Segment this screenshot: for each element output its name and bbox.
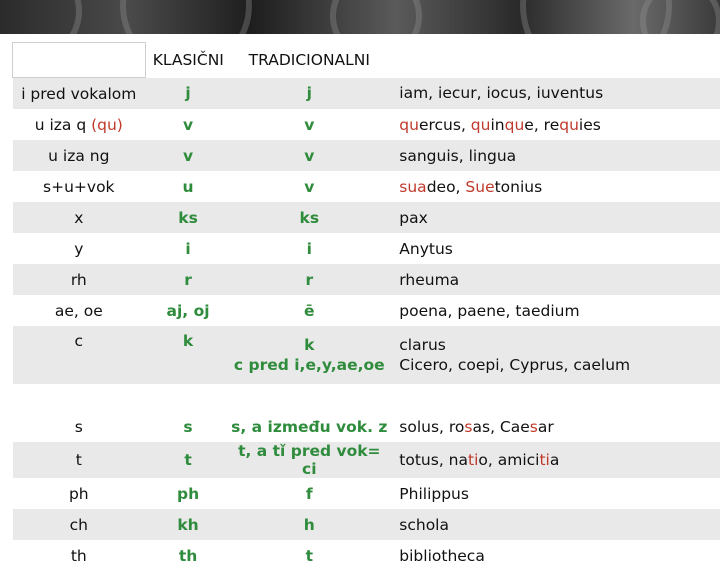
letter-cell	[13, 540, 146, 571]
header-klasicni: KLASIČNI	[145, 43, 231, 78]
example-segment: clarus	[399, 336, 446, 354]
letter-text: s+u+vok	[43, 178, 115, 196]
tradicionalni-cell: h	[231, 509, 388, 540]
example-segment: totus, na	[399, 451, 468, 469]
table-row	[13, 202, 720, 233]
klasicni-cell: v	[145, 109, 231, 140]
letter-cell	[13, 478, 146, 509]
letter-text: u iza q	[35, 116, 91, 134]
example-segment: poena, paene, taedium	[399, 302, 579, 320]
example-subtext	[399, 355, 720, 375]
example-segment: schola	[399, 516, 449, 534]
tradicionalni-cell: ks	[231, 202, 388, 233]
letter-cell	[13, 326, 146, 384]
example-segment: pax	[399, 209, 428, 227]
letter-cell	[13, 442, 146, 478]
letter-text: y	[74, 240, 83, 258]
klasicni-cell: ph	[145, 478, 231, 509]
klasicni-cell: aj, oj	[145, 295, 231, 326]
example-segment: Sue	[465, 178, 494, 196]
letter-red-text: (qu)	[91, 116, 123, 134]
table-row	[13, 384, 720, 442]
example-cell	[395, 109, 720, 140]
klasicni-cell: ks	[145, 202, 231, 233]
table-row	[13, 233, 720, 264]
example-cell	[395, 295, 720, 326]
table-row	[13, 326, 720, 384]
example-cell	[395, 78, 720, 110]
klasicni-cell: r	[145, 264, 231, 295]
example-segment: ar	[538, 418, 554, 436]
example-segment: qu	[399, 116, 419, 134]
klasicni-cell: v	[145, 140, 231, 171]
letter-text: x	[74, 209, 83, 227]
example-segment: as, Cae	[473, 418, 530, 436]
letter-text: u iza ng	[48, 147, 109, 165]
letter-text: ph	[69, 485, 89, 503]
example-cell	[395, 509, 720, 540]
example-segment: sua	[399, 178, 426, 196]
letter-text: th	[71, 547, 87, 565]
tradicionalni-subtext: c pred i,e,y,ae,oe	[231, 355, 388, 375]
tradicionalni-cell: s, a između vok. z	[231, 384, 388, 442]
tradicionalni-cell	[231, 326, 388, 384]
letter-cell	[13, 109, 146, 140]
example-segment: a	[550, 451, 560, 469]
letter-text: c	[75, 332, 84, 350]
header-empty-cell	[13, 43, 146, 78]
letter-cell	[13, 295, 146, 326]
klasicni-cell: j	[145, 78, 231, 110]
example-cell	[395, 202, 720, 233]
tradicionalni-cell: t	[231, 540, 388, 571]
example-segment: iam, iecur, iocus, iuventus	[399, 84, 603, 102]
example-segment: ercus,	[419, 116, 471, 134]
letter-cell	[13, 509, 146, 540]
tradicionalni-cell: ē	[231, 295, 388, 326]
example-cell	[395, 540, 720, 571]
example-segment: in	[490, 116, 504, 134]
example-text	[399, 335, 720, 355]
klasicni-cell: k	[145, 326, 231, 384]
tradicionalni-cell: i	[231, 233, 388, 264]
example-segment: bibliotheca	[399, 547, 485, 565]
example-segment: tonius	[495, 178, 543, 196]
tradicionalni-cell: r	[231, 264, 388, 295]
example-segment: ies	[579, 116, 601, 134]
pronunciation-table	[12, 42, 720, 571]
letter-cell	[13, 384, 146, 442]
klasicni-cell: u	[145, 171, 231, 202]
tradicionalni-cell: v	[231, 109, 388, 140]
letter-cell	[13, 140, 146, 171]
tradicionalni-cell: j	[231, 78, 388, 110]
table-row	[13, 171, 720, 202]
table-header-row	[13, 43, 720, 78]
example-segment: qu	[505, 116, 525, 134]
example-segment: rheuma	[399, 271, 459, 289]
letter-text: ae, oe	[55, 302, 103, 320]
example-cell	[395, 171, 720, 202]
example-cell	[395, 442, 720, 478]
table-row	[13, 478, 720, 509]
klasicni-cell: th	[145, 540, 231, 571]
example-segment: ti	[539, 451, 549, 469]
letter-cell	[13, 78, 146, 110]
example-segment: Philippus	[399, 485, 469, 503]
letter-text: s	[75, 418, 83, 436]
letter-cell	[13, 264, 146, 295]
example-cell	[395, 384, 720, 442]
example-segment: qu	[471, 116, 491, 134]
example-segment: Anytus	[399, 240, 453, 258]
example-cell	[395, 478, 720, 509]
example-segment: qu	[559, 116, 579, 134]
example-cell	[395, 326, 720, 384]
example-segment: o, amici	[478, 451, 539, 469]
tradicionalni-cell: t, a tǐ pred vok= ci	[231, 442, 388, 478]
example-segment: solus, ro	[399, 418, 464, 436]
table-row	[13, 140, 720, 171]
klasicni-cell: i	[145, 233, 231, 264]
letter-cell	[13, 233, 146, 264]
table-row	[13, 540, 720, 571]
decorative-banner	[0, 0, 720, 34]
klasicni-cell: kh	[145, 509, 231, 540]
letter-cell	[13, 202, 146, 233]
example-cell	[395, 264, 720, 295]
example-cell	[395, 233, 720, 264]
table-row	[13, 442, 720, 478]
letter-text: i pred vokalom	[21, 85, 136, 103]
example-segment: s	[464, 418, 472, 436]
klasicni-cell: s	[145, 384, 231, 442]
letter-text: ch	[70, 516, 88, 534]
tradicionalni-cell: v	[231, 171, 388, 202]
example-segment: ti	[468, 451, 478, 469]
header-tradicionalni: TRADICIONALNI	[231, 43, 388, 78]
table-row	[13, 109, 720, 140]
tradicionalni-cell: f	[231, 478, 388, 509]
table-row	[13, 295, 720, 326]
example-segment: s	[530, 418, 538, 436]
letter-cell	[13, 171, 146, 202]
letter-text: t	[76, 451, 82, 469]
table-row	[13, 509, 720, 540]
tradicionalni-text: k	[231, 335, 388, 355]
klasicni-cell: t	[145, 442, 231, 478]
table-row	[13, 264, 720, 295]
example-segment: sanguis, lingua	[399, 147, 516, 165]
table-row	[13, 78, 720, 110]
example-sub-segment: Cicero, coepi, Cyprus, caelum	[399, 356, 630, 374]
example-segment: deo,	[427, 178, 466, 196]
tradicionalni-cell: v	[231, 140, 388, 171]
letter-text: rh	[71, 271, 87, 289]
example-segment: e, re	[524, 116, 559, 134]
example-cell	[395, 140, 720, 171]
